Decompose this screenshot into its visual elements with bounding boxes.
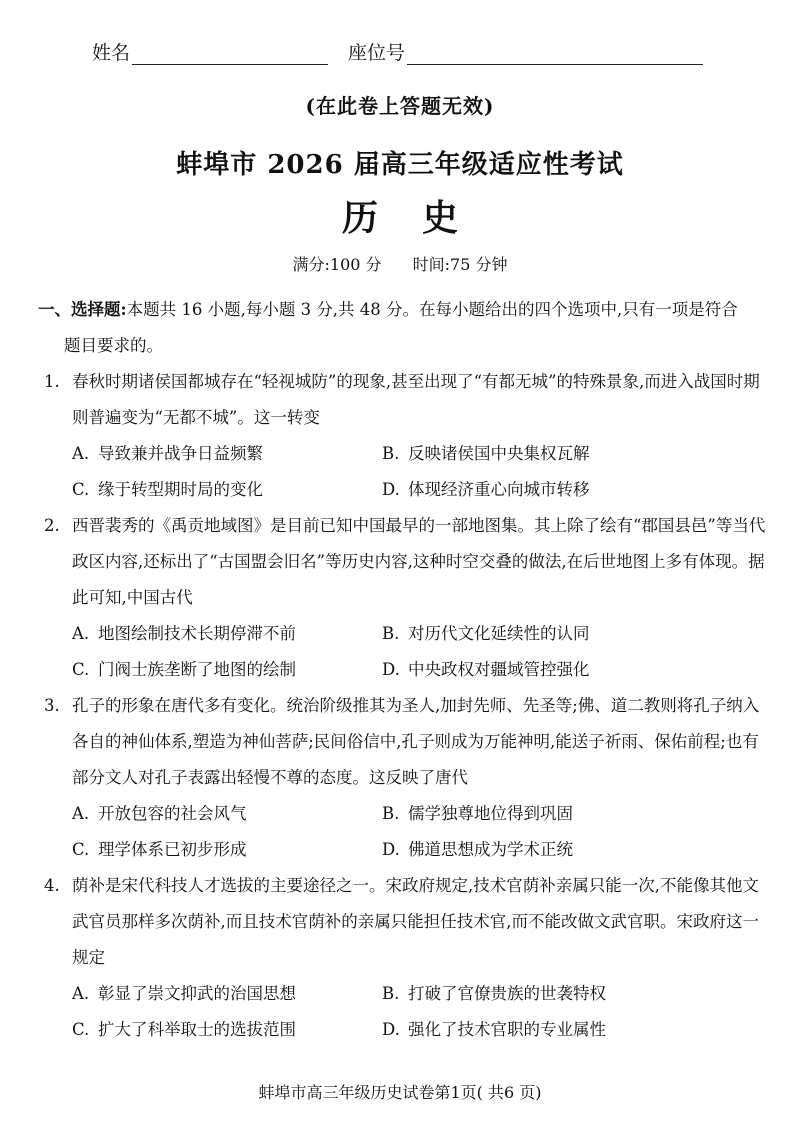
- option-text: 导致兼并战争日益频繁: [98, 444, 263, 463]
- question-text: 西晋裴秀的《禹贡地域图》是目前已知中国最早的一部地图集。其上除了绘有“郡国县邑”等当代政区内容,还标出了“古国盟会旧名”等历史内容,这种时空交叠的做法,在后世地图上多有体现。据此可知,中国古代: [72, 516, 766, 607]
- option-c: [72, 1012, 382, 1048]
- option-letter: A.: [72, 624, 90, 643]
- option-letter: B.: [382, 984, 400, 1003]
- option-letter: A.: [72, 444, 90, 463]
- option-text: 缘于转型期时局的变化: [98, 480, 263, 499]
- option-letter: D.: [382, 480, 400, 499]
- exam-content: [40, 292, 770, 1048]
- question-1: [40, 364, 770, 436]
- option-letter: C.: [72, 660, 90, 679]
- option-a: [72, 616, 382, 652]
- option-letter: B.: [382, 624, 400, 643]
- option-letter: D.: [382, 1020, 400, 1039]
- invalid-answer-notice: (在此卷上答题无效): [305, 94, 495, 118]
- option-letter: C.: [72, 480, 90, 499]
- option-letter: A.: [72, 804, 90, 823]
- question-number: 2.: [44, 516, 60, 535]
- option-b: [382, 976, 742, 1012]
- question-1-options: [72, 436, 770, 508]
- seat-field: [348, 38, 703, 65]
- option-text: 强化了技术官职的专业属性: [408, 1020, 606, 1039]
- question-3: [40, 688, 770, 796]
- candidate-info-row: [92, 38, 732, 68]
- option-text: 佛道思想成为学术正统: [408, 840, 573, 859]
- option-text: 打破了官僚贵族的世袭特权: [408, 984, 606, 1003]
- question-text: 春秋时期诸侯国都城存在“轻视城防”的现象,甚至出现了“有都无城”的特殊景象,而进入战国时期则普遍变为“无都不城”。这一转变: [72, 372, 760, 427]
- question-number: 4.: [44, 876, 60, 895]
- section-desc-first: 本题共 16 小题,每小题 3 分,共 48 分。在每小题给出的四个选项中,只有一项是符合: [126, 300, 738, 319]
- option-b: [382, 616, 742, 652]
- question-4: [40, 868, 770, 976]
- question-stem: [44, 364, 770, 436]
- option-letter: A.: [72, 984, 90, 1003]
- option-a: [72, 976, 382, 1012]
- option-text: 理学体系已初步形成: [98, 840, 247, 859]
- section-heading: [40, 292, 770, 364]
- option-letter: D.: [382, 660, 400, 679]
- exam-title: 蚌埠市 2026 届高三年级适应性考试: [176, 150, 624, 180]
- option-d: [382, 1012, 742, 1048]
- option-text: 扩大了科举取士的选拔范围: [98, 1020, 296, 1039]
- option-text: 地图绘制技术长期停滞不前: [98, 624, 296, 643]
- option-c: [72, 832, 382, 868]
- question-3-options: [72, 796, 770, 868]
- question-text: 孔子的形象在唐代多有变化。统治阶级推其为圣人,加封先师、先圣等;佛、道二教则将孔子纳入各自的神仙体系,塑造为神仙菩萨;民间俗信中,孔子则成为万能神明,能送子祈雨、保佑前程;也有部分文人对孔子表露出轻慢不尊的态度。这反映了唐代: [72, 696, 760, 787]
- question-number: 1.: [44, 372, 60, 391]
- question-2: [40, 508, 770, 616]
- question-4-options: [72, 976, 770, 1048]
- option-text: 开放包容的社会风气: [98, 804, 247, 823]
- option-letter: B.: [382, 444, 400, 463]
- question-stem: [44, 508, 770, 616]
- question-text: 荫补是宋代科技人才选拔的主要途径之一。宋政府规定,技术官荫补亲属只能一次,不能像其他文武官员那样多次荫补,而且技术官荫补的亲属只能担任技术官,而不能改做文武官职。宋政府这一规定: [72, 876, 759, 967]
- question-stem: [44, 868, 770, 976]
- question-number: 3.: [44, 696, 60, 715]
- name-label: 姓名: [92, 42, 131, 64]
- option-letter: D.: [382, 840, 400, 859]
- option-letter: B.: [382, 804, 400, 823]
- name-field: [92, 38, 328, 65]
- option-b: [382, 436, 742, 472]
- option-text: 对历代文化延续性的认同: [408, 624, 590, 643]
- option-c: [72, 652, 382, 688]
- option-a: [72, 436, 382, 472]
- option-text: 彰显了崇文抑武的治国思想: [98, 984, 296, 1003]
- seat-label: 座位号: [348, 42, 406, 64]
- option-text: 门阀士族垄断了地图的绘制: [98, 660, 296, 679]
- option-c: [72, 472, 382, 508]
- option-text: 体现经济重心向城市转移: [408, 480, 590, 499]
- option-text: 中央政权对疆域管控强化: [408, 660, 590, 679]
- section-title: 一、选择题:: [38, 300, 127, 319]
- option-b: [382, 796, 742, 832]
- option-d: [382, 832, 742, 868]
- question-2-options: [72, 616, 770, 688]
- question-stem: [44, 688, 770, 796]
- page-footer: 蚌埠市高三年级历史试卷第1页( 共6 页): [258, 1083, 542, 1102]
- time-limit: 时间:75 分钟: [412, 255, 508, 274]
- name-blank-line: [132, 42, 328, 65]
- seat-blank-line: [407, 42, 703, 65]
- option-a: [72, 796, 382, 832]
- option-letter: C.: [72, 840, 90, 859]
- full-score: 满分:100 分: [292, 255, 382, 274]
- option-text: 反映诸侯国中央集权瓦解: [408, 444, 590, 463]
- option-letter: C.: [72, 1020, 90, 1039]
- exam-meta: [0, 252, 800, 275]
- option-d: [382, 472, 742, 508]
- option-d: [382, 652, 742, 688]
- option-text: 儒学独尊地位得到巩固: [408, 804, 573, 823]
- section-desc-second: 题目要求的。: [64, 336, 163, 355]
- subject-title: 历史: [341, 197, 502, 239]
